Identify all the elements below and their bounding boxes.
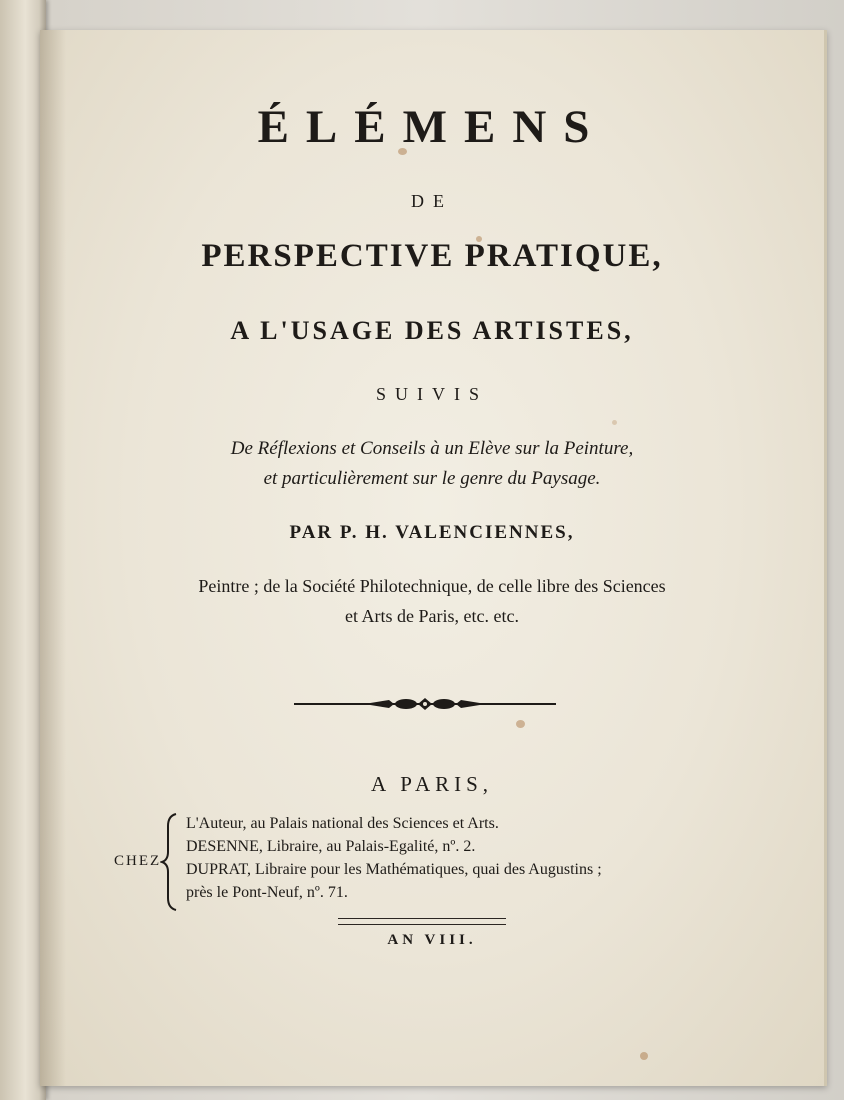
address-line-3: DUPRAT, Libraire pour les Mathématiques, quai des Augustins ; (186, 861, 602, 878)
double-rule (338, 918, 506, 925)
address-line-1: L'Auteur, au Palais national des Sciences et Arts. (186, 815, 499, 832)
gutter-shadow (40, 30, 66, 1086)
foxing-spot (516, 720, 525, 728)
curly-brace (160, 812, 180, 912)
suivis-label: SUIVIS (375, 384, 488, 404)
foxing-spot (612, 420, 617, 425)
book-subtitle: PERSPECTIVE PRATIQUE, (201, 238, 663, 274)
title-page-paper (40, 30, 827, 1086)
printers-ornament-rule (294, 694, 556, 714)
credentials-line-2: et Arts de Paris, etc. etc. (345, 606, 519, 626)
foxing-spot (640, 1052, 648, 1060)
chez-label: CHEZ (114, 853, 162, 869)
title-connector: DE (411, 191, 453, 211)
imprint-place: A PARIS, (370, 772, 494, 796)
reflexions-line-1: De Réflexions et Conseils à un Elève sur la Peinture, (230, 438, 634, 459)
publication-year: AN VIII. (387, 932, 477, 948)
author-line: PAR P. H. VALENCIENNES, (289, 522, 575, 543)
credentials-line-1: Peintre ; de la Société Philotechnique, de celle libre des Sciences (198, 576, 666, 596)
address-line-4: près le Pont-Neuf, nº. 71. (186, 884, 348, 901)
book-title: ÉLÉMENS (257, 101, 607, 153)
book-audience: A L'USAGE DES ARTISTES, (230, 316, 634, 345)
address-line-2: DESENNE, Libraire, au Palais-Egalité, nº. 2. (186, 838, 476, 855)
reflexions-line-2: et particulièrement sur le genre du Paysage. (263, 468, 601, 489)
